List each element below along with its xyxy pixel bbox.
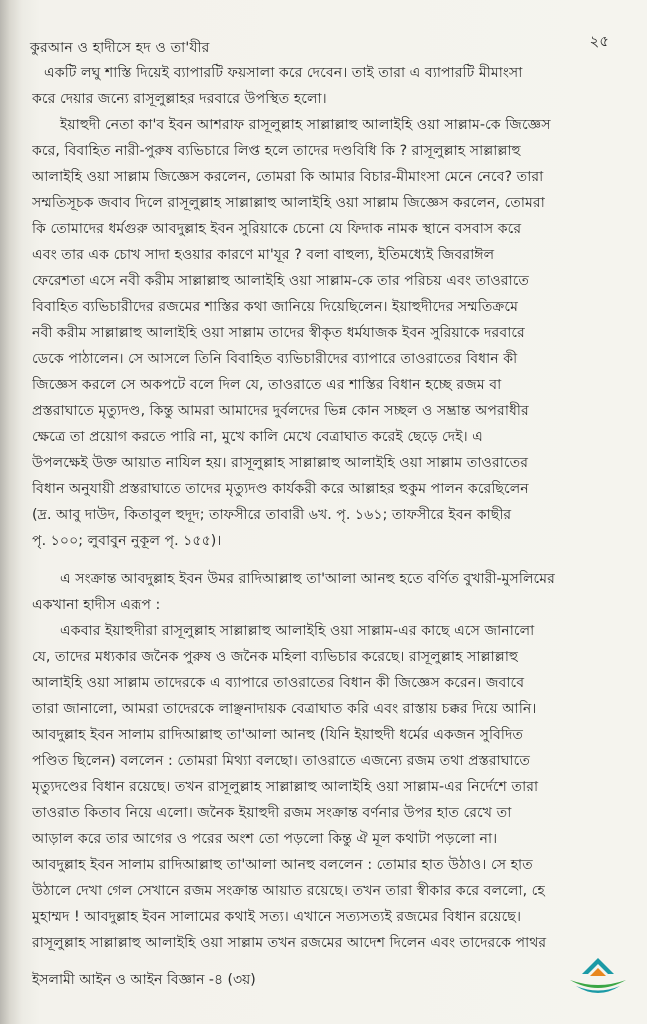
text-line: সম্মতিসূচক জবাব দিলে রাসূলুল্লাহ সাল্লাল্লাহু আলাইহি ওয়া সাল্লাম জিজ্ঞেস করলেন, তোমরা — [32, 195, 545, 211]
text-line: একবার ইয়াহুদীরা রাসূলুল্লাহ সাল্লাল্লাহু আলাইহি ওয়া সাল্লাম-এর কাছে এসে জানালো — [60, 623, 535, 639]
text-line: (দ্র. আবু দাউদ, কিতাবুল হুদূদ; তাফসীরে তাবারী ৬খ. পৃ. ১৬১; তাফসীরে ইবন কাছীর — [32, 507, 512, 523]
page-number: ২৫ — [589, 32, 609, 50]
text-line: যে, তাদের মধ্যকার জনৈক পুরুষ ও জনৈক মহিলা ব্যভিচার করেছে। রাসূলুল্লাহ সাল্লাল্লাহু — [32, 649, 518, 665]
text-line: করে দেয়ার জন্যে রাসূলুল্লাহর দরবারে উপস্থিত হলো। — [32, 91, 327, 107]
text-line: এ সংক্রান্ত আবদুল্লাহ ইবন উমর রাদিআল্লাহু তা'আলা আনহু হতে বর্ণিত বুখারী-মুসলিমের — [60, 571, 555, 587]
text-line: উপলক্ষেই উক্ত আয়াত নাযিল হয়। রাসূলুল্লাহ সাল্লাল্লাহু আলাইহি ওয়া সাল্লাম তাওরাতের — [32, 455, 529, 471]
publisher-logo-icon — [566, 956, 630, 1002]
text-line: আড়াল করে তার আগের ও পরের অংশ তো পড়লো কিন্তু ঐ মূল কথাটা পড়লো না। — [32, 831, 498, 847]
text-line: একটি লঘু শাস্তি দিয়েই ব্যাপারটি ফয়সালা করে দেবেন। তাই তারা এ ব্যাপারটি মীমাংসা — [44, 65, 523, 81]
text-line: আলাইহি ওয়া সাল্লাম জিজ্ঞেস করলেন, তোমরা কি আমার বিচার-মীমাংসা মেনে নেবে? তারা — [32, 169, 544, 185]
text-line: ইয়াহুদী নেতা কা'ব ইবন আশরাফ রাসূলুল্লাহ সাল্লাল্লাহু আলাইহি ওয়া সাল্লাম-কে জিজ্ঞেস — [60, 117, 551, 133]
text-line: বিবাহিত ব্যভিচারীদের রজমের শাস্তির কথা জানিয়ে দিয়েছিলেন। ইয়াহুদীদের সম্মতিক্রমে — [32, 299, 518, 315]
text-line: ফেরেশতা এসে নবী করীম সাল্লাল্লাহু আলাইহি ওয়া সাল্লাম-কে তার পরিচয় এবং তাওরাতে — [32, 273, 530, 289]
text-line: তাওরাত কিতাব নিয়ে এলো। জনৈক ইয়াহুদী রজম সংক্রান্ত বর্ণনার উপর হাত রেখে তা — [32, 805, 512, 821]
text-line: পণ্ডিত ছিলেন) বললেন : তোমরা মিথ্যা বলছো। তাওরাতে এজন্যে রজম তথা প্রস্তরাঘাতে — [32, 753, 531, 769]
text-line: করে, বিবাহিত নারী-পুরুষ ব্যভিচারে লিপ্ত হলে তাদের দণ্ডবিধি কি ? রাসূলুল্লাহ সাল্লাল্লাহু — [32, 143, 521, 159]
text-line: পৃ. ১০০; লুবাবুন নুকূল পৃ. ১৫৫)। — [32, 533, 222, 549]
body-text — [32, 60, 622, 956]
text-line: এবং তার এক চোখ সাদা হওয়ার কারণে মা'যূর ? বলা বাহুল্য, ইতিমধ্যেই জিবরাঈল — [32, 247, 495, 263]
text-line: ডেকে পাঠালেন। সে আসলে তিনি বিবাহিত ব্যভিচারীদের ব্যাপারে তাওরাতের বিধান কী — [32, 351, 518, 367]
text-line: জিজ্ঞেস করলে সে অকপটে বলে দিল যে, তাওরাতে এর শাস্তির বিধান হচ্ছে রজম বা — [32, 377, 502, 393]
text-line: একখানা হাদীস এরূপ : — [32, 597, 161, 613]
text-line: বিধান অনুযায়ী প্রস্তরাঘাতে তাদের মৃত্যুদণ্ড কার্যকরী করে আল্লাহর হুকুম পালন করেছিলেন — [32, 481, 529, 497]
text-line: তারা জানালো, আমরা তাদেরকে লাঞ্ছনাদায়ক বেত্রাঘাত করি এবং রাস্তায় চক্কর দিয়ে আনি। — [32, 701, 537, 717]
text-line: আবদুল্লাহ ইবন সালাম রাদিআল্লাহু তা'আলা আনহু বললেন : তোমার হাত উঠাও। সে হাত — [32, 857, 533, 873]
text-line: মৃত্যুদণ্ডের বিধান রয়েছে। তখন রাসূলুল্লাহ সাল্লাল্লাহু আলাইহি ওয়া সাল্লাম-এর নির্দেশে তারা — [32, 779, 539, 795]
text-line: প্রস্তরাঘাতে মৃত্যুদণ্ড, কিন্তু আমরা আমাদের দুর্বলদের ভিন্ন কোন সচ্ছল ও সম্ভ্রান্ত অপরাধীর — [32, 403, 529, 419]
text-line: মুহাম্মদ ! আবদুল্লাহ ইবন সালামের কথাই সত্য। এখানে সত্যসত্যই রজমের বিধান রয়েছে। — [32, 909, 522, 925]
text-line: নবী করীম সাল্লাল্লাহু আলাইহি ওয়া সাল্লাম তাদের স্বীকৃত ধর্মযাজক ইবন সুরিয়াকে দরবারে — [32, 325, 525, 341]
text-line: রাসূলুল্লাহ সাল্লাল্লাহু আলাইহি ওয়া সাল্লাম তখন রজমের আদেশ দিলেন এবং তাদেরকে পাথর — [32, 935, 547, 951]
text-line: কি তোমাদের ধর্মগুরু আবদুল্লাহ ইবন সুরিয়াকে চেনো যে ফিদাক নামক স্থানে বসবাস করে — [32, 221, 522, 237]
text-line: ক্ষেত্রে তা প্রয়োগ করতে পারি না, মুখে কালি মেখে বেত্রাঘাত করেই ছেড়ে দেই। এ — [32, 429, 483, 445]
text-line: উঠালে দেখা গেল সেখানে রজম সংক্রান্ত আয়াত রয়েছে। তখন তারা স্বীকার করে বললো, হে — [32, 883, 545, 899]
text-line: আলাইহি ওয়া সাল্লাম তাদেরকে এ ব্যাপারে তাওরাতের বিধান কী জিজ্ঞেস করেন। জবাবে — [32, 675, 525, 691]
text-line: আবদুল্লাহ ইবন সালাম রাদিআল্লাহু তা'আলা আনহু (যিনি ইয়াহুদী ধর্মের একজন সুবিদিত — [32, 727, 524, 743]
running-header: কুরআন ও হাদীসে হদ ও তা'যীর — [30, 40, 210, 56]
footer-book-title: ইসলামী আইন ও আইন বিজ্ঞান -৪ (৩য়) — [32, 972, 256, 988]
